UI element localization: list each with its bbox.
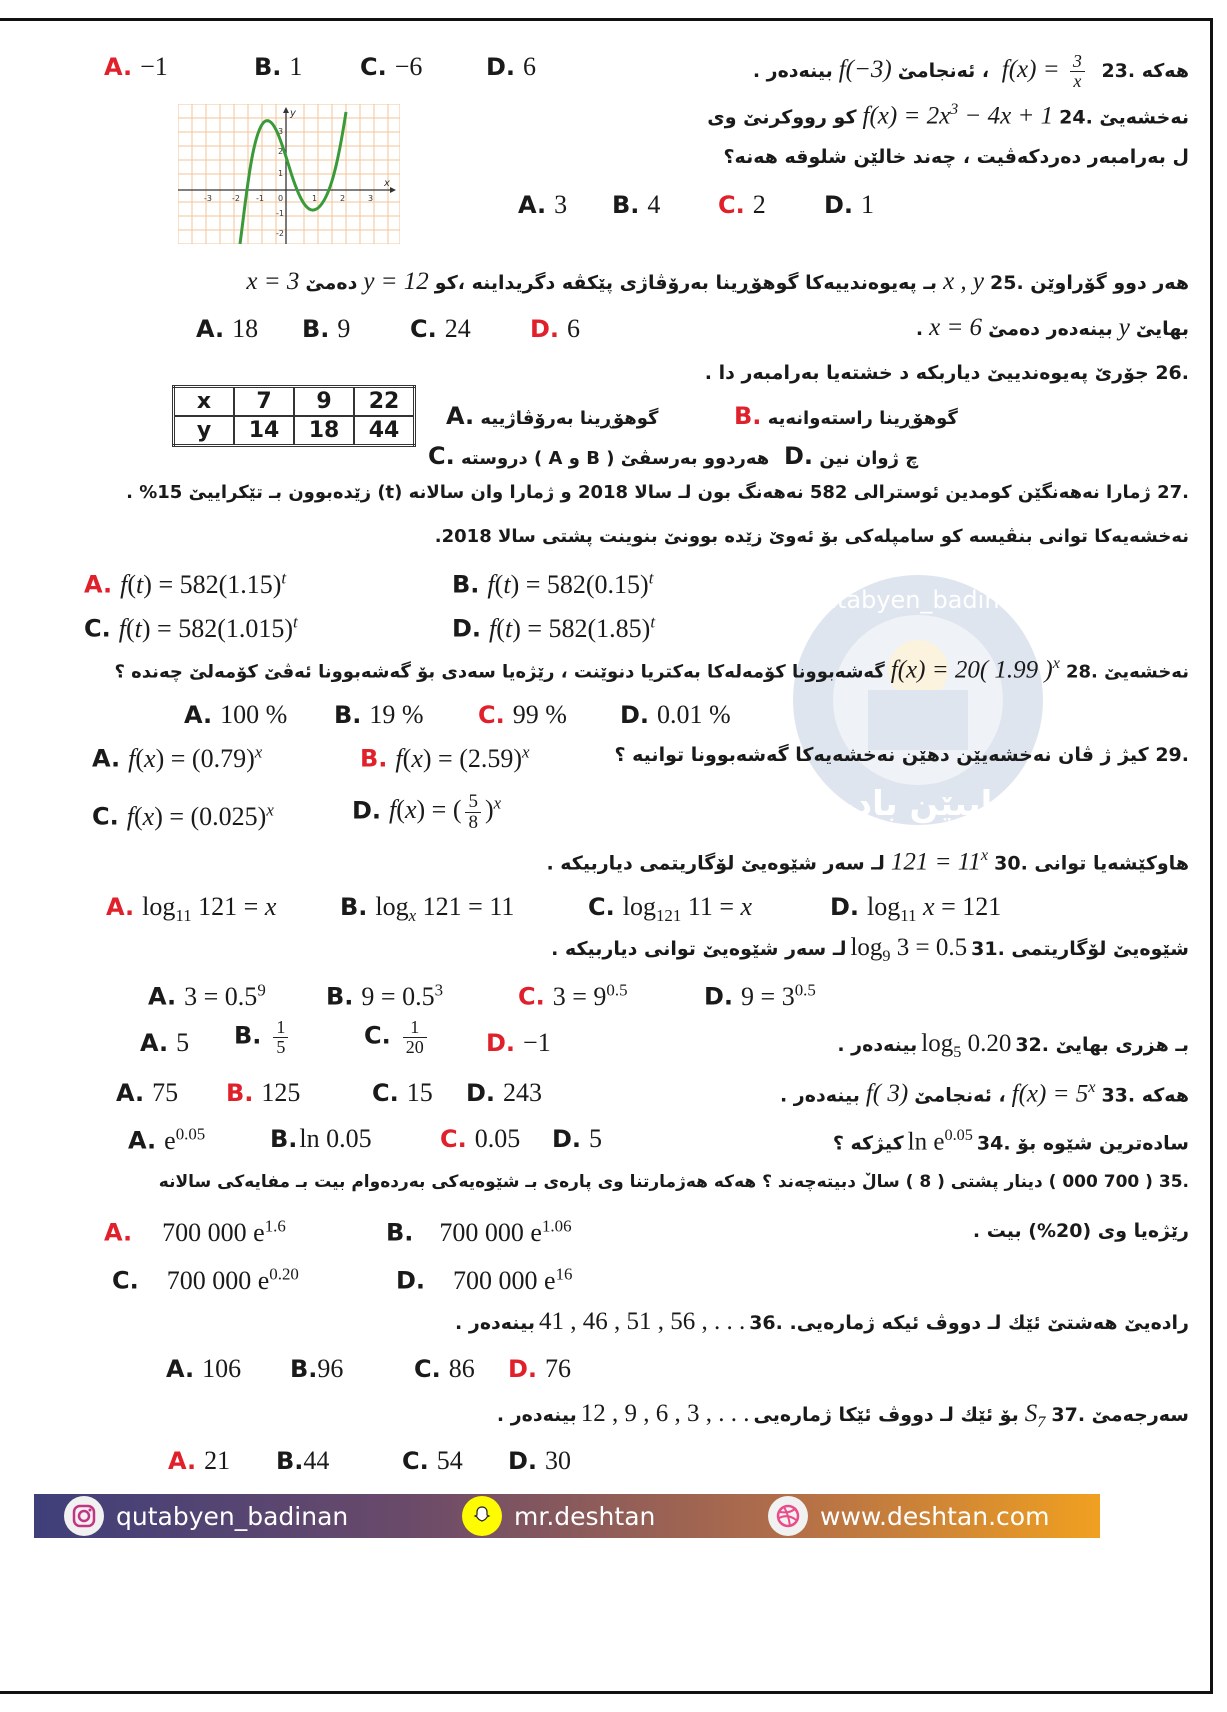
q36-option-c[interactable]: C. 86 — [414, 1354, 475, 1383]
question-32: بـ هزری بهایێ $.32\log_5$ 0.20بینەدەر . — [837, 1030, 1189, 1061]
q34-option-c[interactable]: C. 0.05 — [440, 1124, 521, 1153]
q36-option-d[interactable]: D. 76 — [508, 1354, 572, 1383]
table-cell: 44 — [354, 416, 415, 446]
q28-option-b[interactable]: B. 19 % — [334, 700, 424, 729]
graph-x-label: x — [384, 178, 390, 189]
q34-option-a[interactable]: A. $e^{0.05}$ — [128, 1124, 206, 1155]
graph-x-tick: -2 — [232, 194, 240, 203]
graph-x-tick: 1 — [312, 194, 318, 203]
table-row — [174, 416, 415, 446]
q30-option-c[interactable]: C. $\log_{121} 11 = x$ — [588, 892, 753, 926]
graph-y-tick: 1 — [278, 169, 284, 178]
q23-option-d[interactable]: D. 6 — [486, 52, 537, 81]
q37-option-a[interactable]: A. 21 — [168, 1446, 231, 1475]
table-cell: 18 — [294, 416, 354, 446]
table-cell: 22 — [354, 387, 415, 417]
question-33: هەکە $.33f(x) = 5^x،$ ئەنجامێf( 3)بینەدەر . — [779, 1078, 1189, 1108]
graph-y-tick: -2 — [276, 229, 284, 238]
question-27-line1: .27 ژمارا نەهەنگێن کومدین ئوسترالی 582 نەهەنگ بون لـ سالا 2018 و ژمارا وان سالانە (t) زێدەبوون بـ تێکراییێ 15% . — [126, 482, 1189, 503]
question-25-line1: هەر دوو گۆراوێن .25x , yبـ پەیوەندییەکا گوهۆڕینا بەرۆڤاژی پێکڤە دگریداینە ،کوy = 12دەمێx = 3 — [246, 268, 1189, 295]
q26-option-d[interactable]: D. چ ژوان نین — [784, 442, 919, 470]
data-table — [172, 385, 416, 447]
q31-option-c[interactable]: C. $3 = 9^{0.5}$ — [518, 980, 628, 1011]
question-24-line1: نەخشەیێ $.24f(x) = 2x^3 - 4x$ + 1کو رووکرنێ وی — [707, 100, 1189, 130]
question-25-line2: بهایێyبینەدەر دەمێx = 6. — [915, 314, 1189, 341]
q33-option-a[interactable]: A. 75 — [116, 1078, 179, 1107]
watermark-text-latin: qutabyen_badinan — [806, 586, 1030, 614]
q32-option-d[interactable]: D. −1 — [486, 1028, 551, 1057]
question-30: هاوکێشەیا توانی $.30121 = 11^xلـ$ سەر شێوەیێ لۆگاریتمی دیاربیکە . — [546, 846, 1189, 876]
graph-x-tick: 2 — [340, 194, 346, 203]
q34-option-d[interactable]: D. 5 — [552, 1124, 603, 1153]
q34-option-b[interactable]: B.ln 0.05 — [270, 1124, 372, 1153]
snapchat-icon — [462, 1496, 502, 1536]
q27-option-b[interactable]: B. $f(t) = 582(0.15)^t$ — [452, 568, 654, 599]
q28-option-a[interactable]: A. 100 % — [184, 700, 288, 729]
graph-x-tick: 0 — [278, 194, 284, 203]
question-35-line2: رێژەیا وی (20%) بیت . — [972, 1220, 1189, 1242]
graph-x-tick: -1 — [256, 194, 264, 203]
q25-option-c[interactable]: C. 24 — [410, 314, 471, 343]
q37-option-b[interactable]: B.44 — [276, 1446, 330, 1475]
q32-option-a[interactable]: A. 5 — [140, 1028, 190, 1057]
q27-option-a[interactable]: A. $f(t) = 582(1.15)^t$ — [84, 568, 287, 599]
table-row — [174, 387, 415, 417]
q30-option-a[interactable]: A. $\log_{11} 121 = x$ — [106, 892, 277, 926]
table-cell: x — [174, 387, 235, 417]
footer-bar — [34, 1494, 1100, 1538]
question-36: رادەیێ هەشتێ ئێك لـ دووڤ ئیکە ژمارەیی. .3641 , 46 , 51 , 56 , . . .بینەدەر . — [455, 1308, 1189, 1335]
q37-option-d[interactable]: D. 30 — [508, 1446, 572, 1475]
q37-option-c[interactable]: C. 54 — [402, 1446, 463, 1475]
q24-option-a[interactable]: A. 3 — [518, 190, 568, 219]
table-cell: 7 — [234, 387, 294, 417]
q35-option-b[interactable]: B. 700 000 $e^{1.06}$ — [386, 1216, 572, 1247]
q26-option-c[interactable]: C. هەردوو بەرسڤێ ( B و A ) دروستە — [428, 442, 770, 470]
q31-option-d[interactable]: D. $9 = 3^{0.5}$ — [704, 980, 816, 1011]
q23-option-c[interactable]: C. −6 — [360, 52, 423, 81]
graph-x-tick: 3 — [368, 194, 374, 203]
graph-y-label: y — [290, 108, 296, 119]
q31-option-b[interactable]: B. $9 = 0.5^3$ — [326, 980, 444, 1011]
question-34: سادەترین شێوە بۆ .34ln $e^{0.05}کیژکە$ ؟ — [832, 1126, 1189, 1156]
q24-option-b[interactable]: B. 4 — [612, 190, 661, 219]
question-27-line2: نەخشەیەکا توانی بنڤیسە کو سامپلەکی بۆ ئەوێ زێدە بوونێ بنوینت پشتی سالا 2018. — [434, 526, 1189, 547]
q35-option-a[interactable]: A. 700 000 $e^{1.6}$ — [104, 1216, 286, 1247]
question-23: هەکە .23 f(x) = $\frac{3}{x}$ ، ئەنجامێf(−3)بینەدەر . — [752, 51, 1189, 91]
graph-y-tick: 2 — [278, 147, 284, 156]
q36-option-a[interactable]: A. 106 — [166, 1354, 242, 1383]
q30-option-d[interactable]: D. $\log_{11} x = 121$ — [830, 892, 1002, 926]
q35-option-c[interactable]: C. 700 000 $e^{0.20}$ — [112, 1264, 299, 1295]
q27-option-c[interactable]: C. $f(t) = 582(1.015)^t$ — [84, 612, 298, 643]
instagram-icon — [64, 1496, 104, 1536]
question-24-line2: ل بەرامبەر دەردکەڤیت ، چەند خالێن شلوقە هەنە؟ — [723, 146, 1189, 168]
q28-option-c[interactable]: C. 99 % — [478, 700, 567, 729]
q23-option-b[interactable]: B. 1 — [254, 52, 303, 81]
q29-option-d[interactable]: D. f(x) = ( $\frac{5}{8}$ )$^x$ — [352, 791, 502, 833]
q35-option-d[interactable]: D. 700 000 $e^{16}$ — [396, 1264, 573, 1295]
q32-option-b[interactable]: B. $\frac{1}{5}$ — [234, 1018, 292, 1057]
footer-website-link[interactable] — [768, 1494, 1049, 1538]
question-37: سەرجەمێ $.37S_7بۆ$ ئێك لـ دووڤ ئێکا ژمارەیی12 , 9 , 6 , 3 , . . .بینەدەر . — [496, 1400, 1189, 1431]
question-28: نەخشەیێ .28f(x) = 20( 1.99 )$^x$گەشەبوونا کۆمەلەکا بەکتریا دنوێنت ، رێژەیا سەدی بۆ گەشەبوونا ئەڤێ کۆمەلێ چەندە ؟ — [114, 654, 1189, 684]
q36-option-b[interactable]: B.96 — [290, 1354, 344, 1383]
q31-option-a[interactable]: A. $3 = 0.5^9$ — [148, 980, 266, 1011]
q25-option-d[interactable]: D. 6 — [530, 314, 581, 343]
q30-option-b[interactable]: B. $\log_x 121 = 11$ — [340, 892, 515, 926]
cubic-function-graph — [178, 104, 400, 244]
q33-option-b[interactable]: B. 125 — [226, 1078, 301, 1107]
footer-snapchat-link[interactable] — [462, 1494, 655, 1538]
footer-instagram-text: qutabyen_badinan — [116, 1501, 349, 1531]
q25-option-a[interactable]: A. 18 — [196, 314, 259, 343]
footer-snapchat-text: mr.deshtan — [514, 1501, 656, 1531]
question-29: .29 کیژ ژ ڤان نەخشەیێن دهێن نەخشەیەکا گەشەبوونا توانیە ؟ — [614, 744, 1189, 766]
footer-instagram-link[interactable] — [64, 1494, 348, 1538]
q24-option-d[interactable]: D. 1 — [824, 190, 875, 219]
q28-option-d[interactable]: D. 0.01 % — [620, 700, 731, 729]
graph-y-tick: -1 — [276, 209, 284, 218]
q25-option-b[interactable]: B. 9 — [302, 314, 351, 343]
question-31: شێوەیێ لۆگاریتمی $.31\log_9$ 3 = 0.5لـ سەر شێوەیێ توانی دیاربیکە . — [551, 934, 1189, 965]
q33-option-d[interactable]: D. 243 — [466, 1078, 543, 1107]
q33-option-c[interactable]: C. 15 — [372, 1078, 433, 1107]
q23-option-a[interactable]: A. −1 — [104, 52, 168, 81]
q32-option-c[interactable]: C. $\frac{1}{20}$ — [364, 1018, 431, 1057]
watermark-text-arabic: قوتابیێن بادینان — [786, 784, 1050, 824]
q29-option-b[interactable]: B. $f(x) = (2.59)^x$ — [360, 742, 530, 773]
table-cell: 9 — [294, 387, 354, 417]
table-cell: 14 — [234, 416, 294, 446]
q26-option-a[interactable]: A. گوهۆڕینا بەرۆڤاژییە — [446, 402, 659, 430]
dribbble-icon — [768, 1496, 808, 1536]
question-35-line1: .35 ( 700 000 ) دینار پشتی ( 8 ) سالٚ دبیتەچەند ؟ هەکە هەژمارتنا وی پارەی بـ شێوەیەکی بەردەوام بیت بـ مفایەکی سالانە — [158, 1172, 1189, 1192]
q29-option-c[interactable]: C. $f(x) = (0.025)^x$ — [92, 800, 274, 831]
q24-option-c[interactable]: C. 2 — [718, 190, 766, 219]
graph-y-tick: 3 — [278, 127, 284, 136]
q27-option-d[interactable]: D. $f(t) = 582(1.85)^t$ — [452, 612, 656, 643]
q26-option-b[interactable]: B. گوهۆڕینا راستەوانەیە — [734, 402, 958, 430]
question-26: .26 جۆرێ پەیوەندییێ دیاربکە د خشتەیا بەرامبەر دا . — [704, 362, 1189, 384]
q29-option-a[interactable]: A. $f(x) = (0.79)^x$ — [92, 742, 263, 773]
footer-website-text: www.deshtan.com — [820, 1501, 1050, 1531]
graph-x-tick: -3 — [204, 194, 212, 203]
table-cell: y — [174, 416, 235, 446]
